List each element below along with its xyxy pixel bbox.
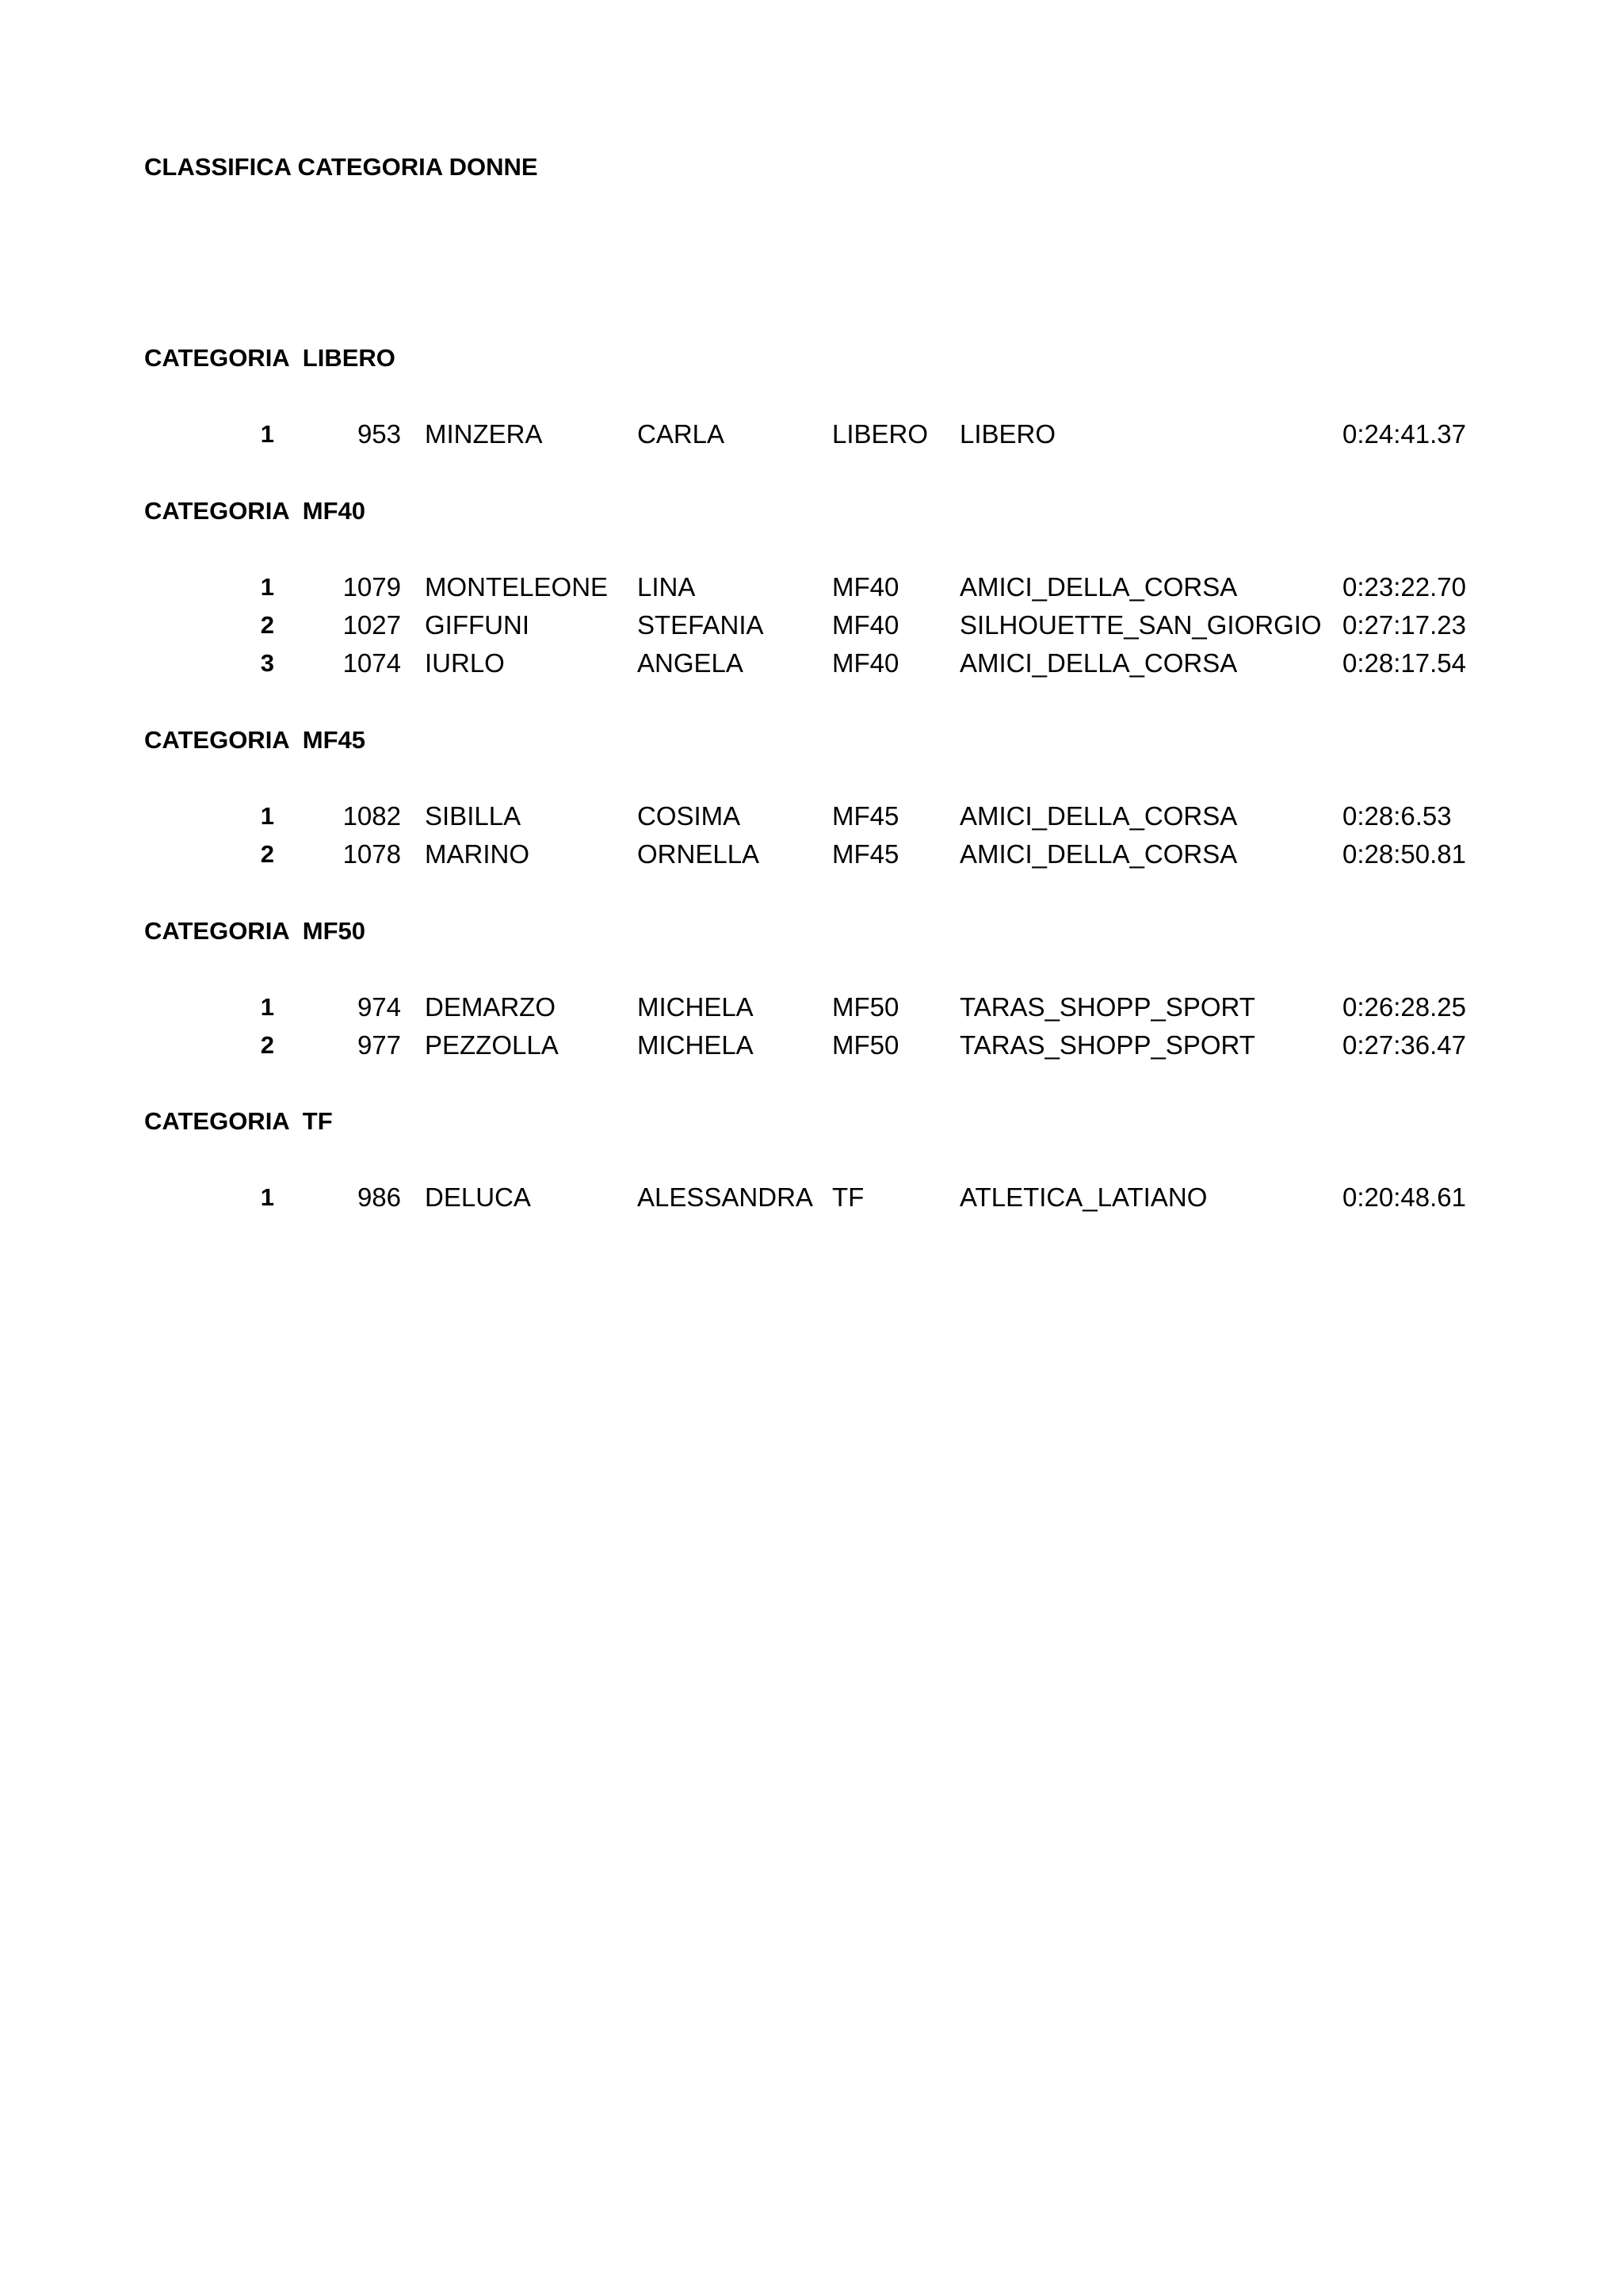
team-name: SILHOUETTE_SAN_GIORGIO [960,610,1322,640]
bib-number: 974 [357,992,401,1022]
bib-number: 953 [357,419,401,449]
first-name: STEFANIA [637,610,764,640]
result-row [0,648,1623,686]
category-code: LIBERO [832,419,929,449]
last-name: DEMARZO [425,992,556,1022]
team-name: TARAS_SHOPP_SPORT [960,1030,1255,1060]
result-row [0,571,1623,609]
category-code: MF45 [832,801,899,831]
bib-number: 986 [357,1182,401,1212]
first-name: COSIMA [637,801,741,831]
rank: 1 [260,1183,274,1211]
bib-number: 1079 [342,572,401,602]
category-heading: CATEGORIA MF50 [144,917,366,945]
team-name: AMICI_DELLA_CORSA [960,839,1238,869]
bib-number: 1074 [342,648,401,678]
bib-number: 1027 [342,610,401,640]
first-name: ORNELLA [637,839,760,869]
team-name: ATLETICA_LATIANO [960,1182,1208,1212]
finish-time: 0:28:17.54 [1342,648,1466,678]
last-name: IURLO [425,648,505,678]
result-row [0,839,1623,877]
first-name: CARLA [637,419,725,449]
category-heading: CATEGORIA MF45 [144,726,366,754]
category-code: MF45 [832,839,899,869]
result-row [0,1182,1623,1220]
category-code: MF50 [832,1030,899,1060]
result-row [0,800,1623,839]
finish-time: 0:28:6.53 [1342,801,1452,831]
rank: 2 [260,840,274,868]
last-name: PEZZOLLA [425,1030,559,1060]
finish-time: 0:26:28.25 [1342,992,1466,1022]
category-heading: CATEGORIA LIBERO [144,344,395,372]
team-name: AMICI_DELLA_CORSA [960,648,1238,678]
finish-time: 0:27:17.23 [1342,610,1466,640]
rank: 3 [260,649,274,677]
category-code: MF50 [832,992,899,1022]
first-name: ALESSANDRA [637,1182,813,1212]
last-name: MINZERA [425,419,543,449]
category-code: MF40 [832,648,899,678]
last-name: GIFFUNI [425,610,529,640]
finish-time: 0:27:36.47 [1342,1030,1466,1060]
category-heading: CATEGORIA TF [144,1107,333,1135]
category-code: MF40 [832,572,899,602]
result-row [0,1030,1623,1068]
team-name: AMICI_DELLA_CORSA [960,801,1238,831]
team-name: AMICI_DELLA_CORSA [960,572,1238,602]
rank: 1 [260,420,274,448]
rank: 1 [260,993,274,1021]
category-code: TF [832,1182,865,1212]
category-code: MF40 [832,610,899,640]
result-row [0,991,1623,1030]
rank: 2 [260,1031,274,1059]
first-name: MICHELA [637,992,754,1022]
finish-time: 0:20:48.61 [1342,1182,1466,1212]
team-name: LIBERO [960,419,1056,449]
rank: 1 [260,573,274,601]
last-name: MARINO [425,839,529,869]
document-title: CLASSIFICA CATEGORIA DONNE [144,153,538,181]
result-row [0,418,1623,457]
result-row [0,609,1623,648]
category-heading: CATEGORIA MF40 [144,497,366,525]
last-name: DELUCA [425,1182,531,1212]
first-name: LINA [637,572,696,602]
rank: 2 [260,611,274,639]
first-name: ANGELA [637,648,743,678]
finish-time: 0:23:22.70 [1342,572,1466,602]
team-name: TARAS_SHOPP_SPORT [960,992,1255,1022]
last-name: MONTELEONE [425,572,609,602]
rank: 1 [260,802,274,830]
finish-time: 0:24:41.37 [1342,419,1466,449]
first-name: MICHELA [637,1030,754,1060]
bib-number: 977 [357,1030,401,1060]
bib-number: 1078 [342,839,401,869]
finish-time: 0:28:50.81 [1342,839,1466,869]
bib-number: 1082 [342,801,401,831]
last-name: SIBILLA [425,801,521,831]
